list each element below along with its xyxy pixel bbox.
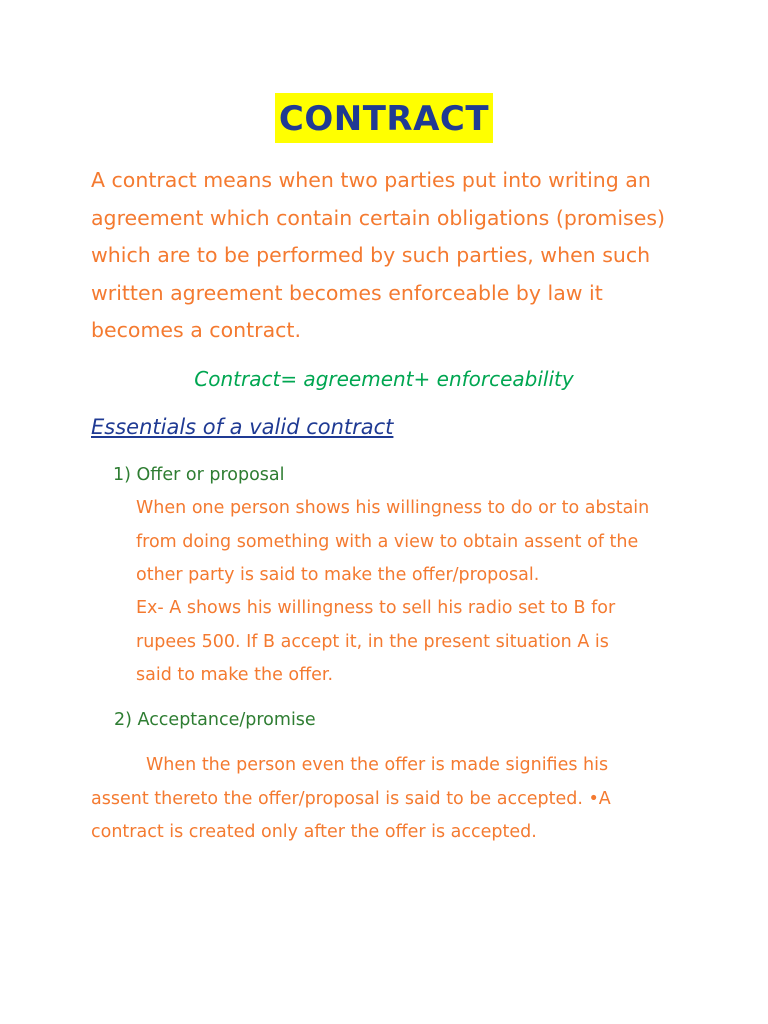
item-offer-example-line: rupees 500. If B accept it, in the present situation A is — [136, 631, 609, 652]
page-title: CONTRACT — [275, 93, 493, 143]
intro-line: becomes a contract. — [91, 318, 301, 342]
intro-line: agreement which contain certain obligations (promises) — [91, 205, 666, 230]
item-offer-example-line: said to make the offer. — [136, 665, 334, 685]
item-offer-label: 1) Offer or proposal — [113, 465, 285, 485]
item-acceptance-line: assent thereto the offer/proposal is said to be accepted. •A — [91, 788, 611, 809]
intro-paragraph — [91, 162, 711, 350]
section-heading: Essentials of a valid contract — [91, 415, 394, 439]
item-acceptance-label: 2) Acceptance/promise — [114, 710, 316, 730]
item-offer-example-line: Ex- A shows his willingness to sell his radio set to B for — [136, 598, 616, 618]
item-offer-line: from doing something with a view to obtain assent of the — [136, 531, 639, 552]
intro-line: written agreement becomes enforceable by law it — [91, 280, 603, 305]
item-acceptance-definition — [91, 749, 691, 850]
title-container — [0, 93, 768, 143]
intro-line: which are to be performed by such parties, when such — [91, 243, 651, 267]
item-offer-line: When one person shows his willingness to do or to abstain — [136, 498, 650, 518]
item-acceptance-line: contract is created only after the offer is accepted. — [91, 822, 537, 842]
item-offer-line: other party is said to make the offer/proposal. — [136, 565, 540, 585]
intro-line: A contract means when two parties put into writing an — [91, 168, 651, 192]
contract-formula: Contract= agreement+ enforceability — [194, 367, 574, 391]
item-offer-example — [136, 592, 696, 693]
item-offer-definition — [136, 492, 696, 593]
item-acceptance-line: When the person even the offer is made signifies his — [146, 755, 609, 775]
